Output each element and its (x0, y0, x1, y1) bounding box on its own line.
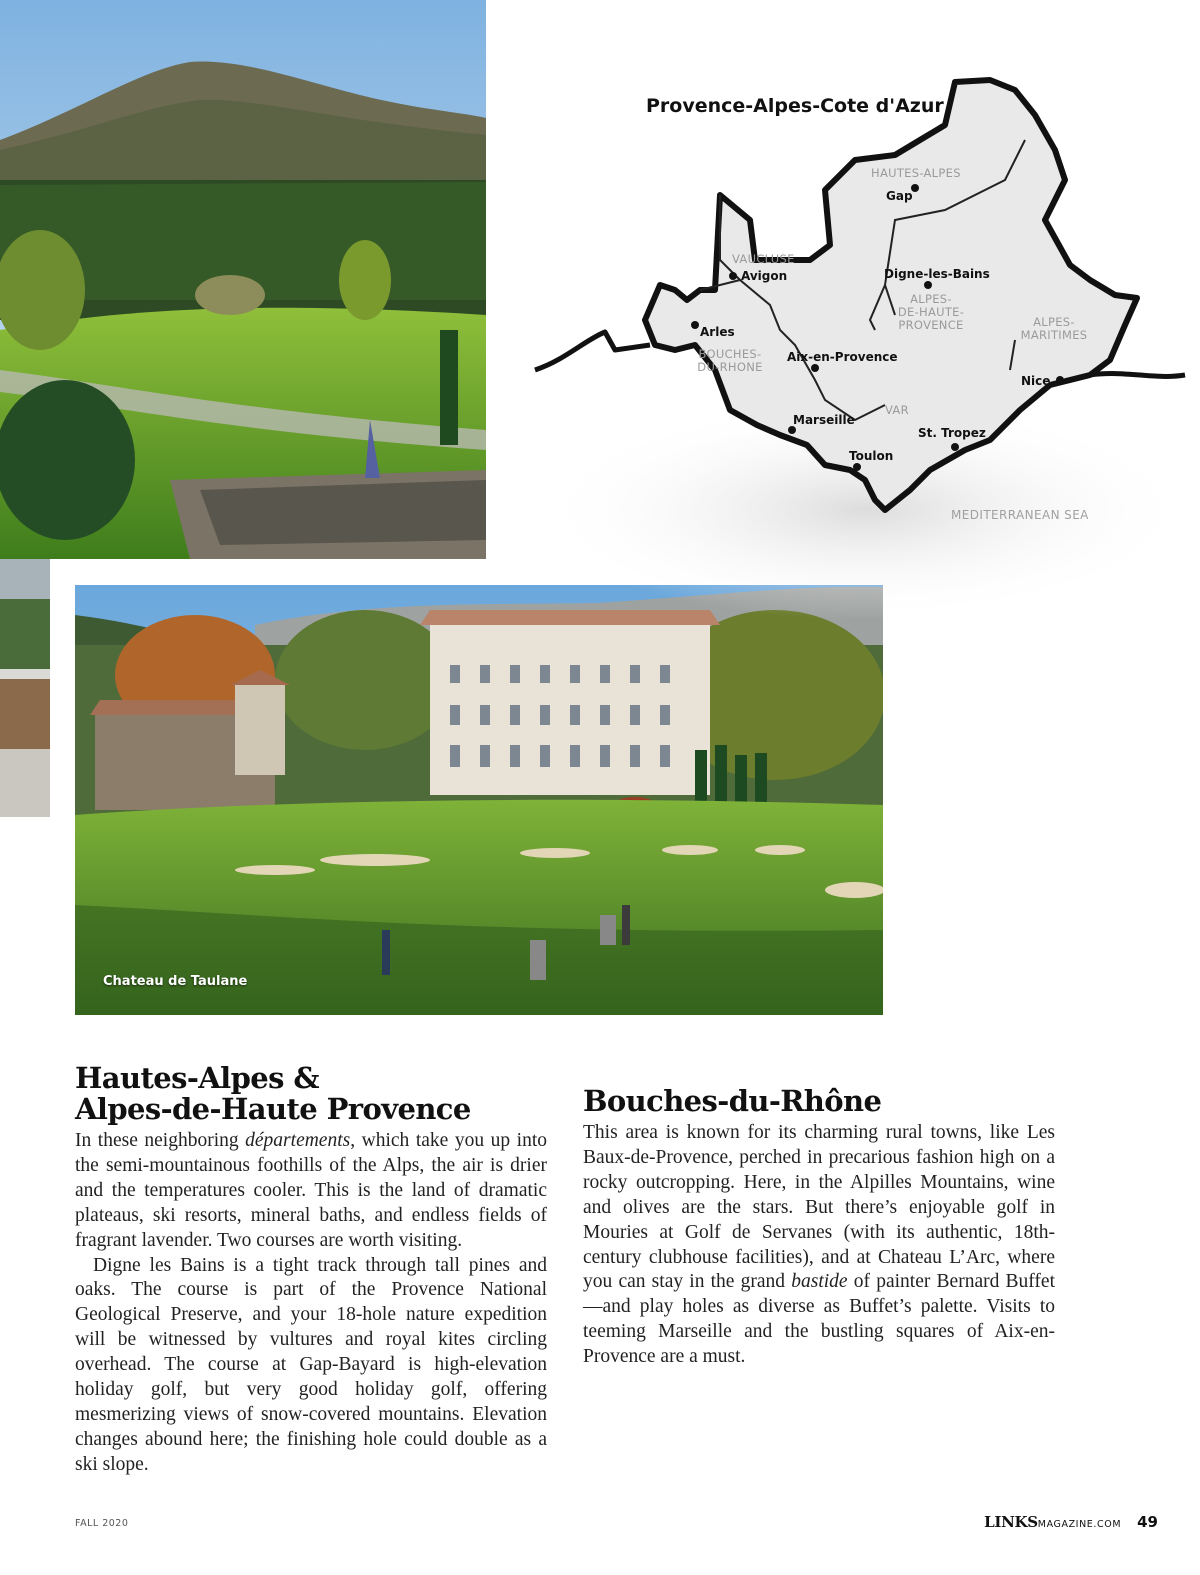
article-column-left (75, 1063, 547, 1478)
article-column-right (583, 1063, 1055, 1370)
magazine-domain: MAGAZINE.COM (1037, 1519, 1122, 1530)
city-label-marseille: Marseille (793, 413, 855, 427)
city-label-gap: Gap (886, 189, 913, 203)
city-label-toulon: Toulon (849, 449, 894, 463)
terrace-photo-strip (0, 559, 50, 817)
map-title: Provence-Alpes-Cote d'Azur (646, 95, 944, 117)
paragraph: In these neighboring départements, which take you up into the semi-mountainous foothills of the Alps, the air is drier and the temperatures cooler. This is the land of dramatic plateaus, ski resorts, mineral baths, and endless fields of fragrant lavender. Two courses are worth visiting. (75, 1130, 547, 1251)
region-label-alpes-de-haute-provence: ALPES- DE-HAUTE- PROVENCE (897, 292, 965, 332)
city-label-st-tropez: St. Tropez (918, 426, 986, 440)
sea-label: MEDITERRANEAN SEA (951, 508, 1089, 522)
region-label-bouches-du-rhone: BOUCHES- DU-RHONE (697, 347, 763, 374)
region-label-vaucluse: VAUCLUSE (732, 252, 795, 266)
section-body-bouches-du-rhone (583, 1121, 1055, 1370)
section-heading-hautes-alpes: Hautes-Alpes & Alpes-de-Haute Provence (75, 1061, 471, 1126)
magazine-brand: LINKS (984, 1513, 1038, 1531)
city-label-avigon: Avigon (741, 269, 788, 283)
photo-caption: Chateau de Taulane (103, 974, 248, 989)
page-footer (984, 1512, 1158, 1531)
city-label-aix: Aix-en-Provence (787, 350, 898, 364)
paragraph: This area is known for its charming rural towns, like Les Baux-de-Provence, perched in precarious fashion high on a rocky outcropping. Here, in the Alpilles Mountains, wine and olives are the stars. But there’s enjoyable golf in Mouries at Golf de Servanes (with its authentic, 18th-century clubhouse facilities), and at Chateau L’Arc, where you can stay in the grand bastide of painter Bernard Buffet—and play holes as diverse as Buffet’s palette. Visits to teeming Marseille and the bustling squares of Aix-en-Provence are a must. (583, 1122, 1055, 1368)
region-label-hautes-alpes: HAUTES-ALPES (871, 166, 961, 180)
page-number: 49 (1137, 1513, 1158, 1531)
city-label-arles: Arles (700, 325, 735, 339)
golf-course-landscape-photo (0, 0, 486, 559)
city-label-digne: Digne-les-Bains (884, 267, 990, 281)
issue-date: FALL 2020 (75, 1518, 129, 1529)
paragraph: Digne les Bains is a tight track through tall pines and oaks. The course is part of the Provence National Geological Preserve, and your 18-hole nature expedition will be witnessed by vultures and royal kites circling overhead. The course at Gap-Bayard is high-elevation holiday golf, but very good holiday golf, offering mesmerizing views of snow-covered mountains. Elevation changes abound here; the finishing hole could double as a ski slope. (75, 1254, 547, 1475)
section-heading-bouches-du-rhone: Bouches-du-Rhône (583, 1084, 882, 1118)
region-label-alpes-maritimes: ALPES- MARITIMES (1020, 315, 1088, 342)
provence-map (525, 70, 1195, 630)
region-label-var: VAR (885, 403, 909, 417)
chateau-de-taulane-photo (75, 585, 883, 1015)
section-body-hautes-alpes (75, 1129, 547, 1478)
city-label-nice: Nice (1021, 374, 1051, 388)
